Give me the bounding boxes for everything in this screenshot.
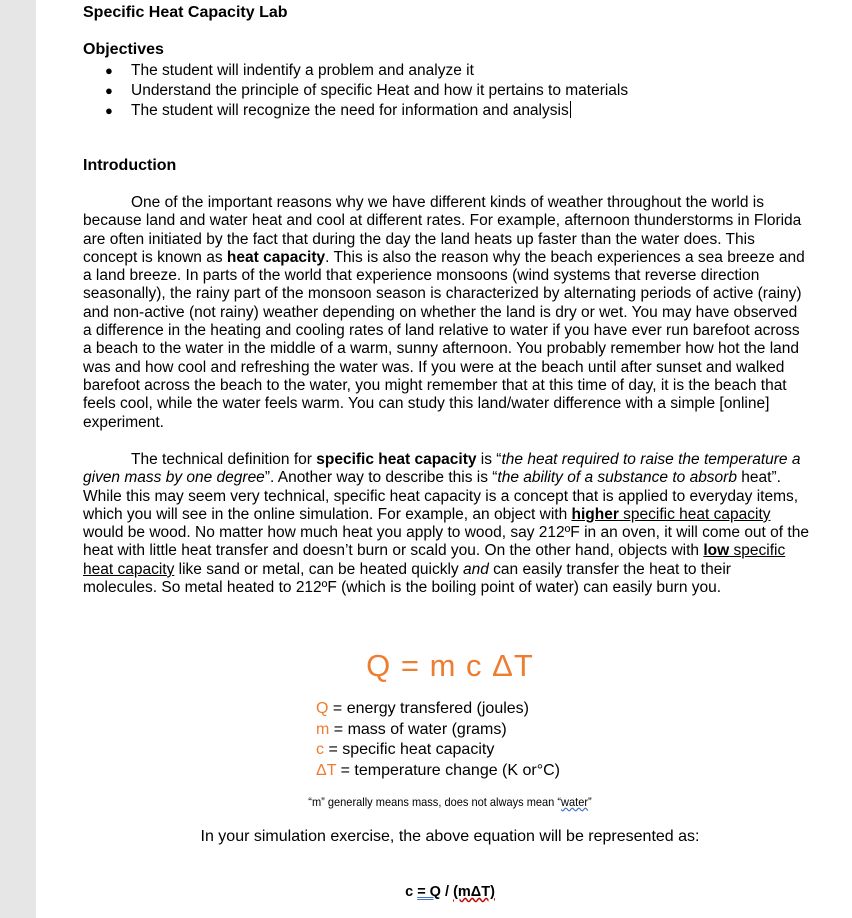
document-title: Specific Heat Capacity Lab xyxy=(83,4,288,21)
list-item: ● The student will recognize the need for information and analysis xyxy=(105,102,569,119)
objectives-list xyxy=(83,61,628,121)
mass-note: “m” generally means mass, does not always mean “water” xyxy=(308,795,592,809)
text-cursor xyxy=(570,101,571,118)
bullet-icon: ● xyxy=(105,63,113,78)
bullet-icon: ● xyxy=(105,83,113,98)
objectives-heading: Objectives xyxy=(83,41,164,58)
definition-row: c = specific heat capacity xyxy=(316,741,495,758)
spelling-flag[interactable]: (mΔT) xyxy=(453,884,495,900)
simulation-text: In your simulation exercise, the above equation will be represented as: xyxy=(200,828,700,845)
bullet-icon: ● xyxy=(105,103,113,118)
grammar-flag[interactable]: = Q xyxy=(417,884,441,900)
definition-row: ΔT = temperature change (K or°C) xyxy=(316,761,561,779)
list-item: ● The student will indentify a problem and analyze it xyxy=(105,62,474,79)
list-item: ● Understand the principle of specific Heat and how it pertains to materials xyxy=(105,82,629,99)
spelling-flag[interactable]: water xyxy=(561,795,589,809)
simulation-formula: c = Q / (mΔT) xyxy=(405,884,495,900)
intro-paragraph-2: The technical definition for specific heat capacity is “the heat required to raise the temperature a given mass by one degree”. Another way to describe this is “the ability of a substance to absorb heat”. While this may seem very technical, specific heat capacity is a concept that is applied to everyday items, which you will see in the online simulation. For example, an object with higher specific heat capacity would be wood. No matter how much heat you apply to wood, say 212ºF in an oven, it will come out of the heat with little heat transfer and doesn’t burn or scald you. On the other hand, objects with low specific heat capacity like sand or metal, can be heated quickly and can easily transfer the heat to their molecules. So metal heated to 212ºF (which is the boiling point of water) can easily burn you. xyxy=(83,451,809,597)
definition-row: m = mass of water (grams) xyxy=(316,720,507,738)
heat-equation: Q = m c ΔT xyxy=(366,648,534,683)
definition-row: Q = energy transfered (joules) xyxy=(316,700,529,717)
intro-paragraph-1: One of the important reasons why we have different kinds of weather throughout the world is because land and water heat and cool at different rates. For example, afternoon thunderstorms in Florida are often initiated by the fact that during the day the land heats up faster than the water does. This concept is known as heat capacity. This is also the reason why the beach experiences a sea breeze and a land breeze. In parts of the world that experience monsoons (wind systems that reverse direction seasonally), the rainy part of the monsoon season is characterized by alternating periods of active (rainy) and non-active (not rainy) weather depending on whether the land is dry or wet. You may have observed a difference in the heating and cooling rates of land relative to water if you have ever run barefoot across a beach to the water in the middle of a warm, sunny afternoon. You probably remember how hot the land was and how cool and refreshing the water was. If you were at the beach until after sunset and walked barefoot across the beach to the water, you might remember that at this time of day, it is the beach that feels cool, while the water feels warm. You can study this land/water difference with a simple [online] experiment. xyxy=(83,194,805,431)
introduction-heading: Introduction xyxy=(83,157,177,174)
document-page[interactable] xyxy=(36,0,852,918)
equation-definitions xyxy=(316,699,560,781)
